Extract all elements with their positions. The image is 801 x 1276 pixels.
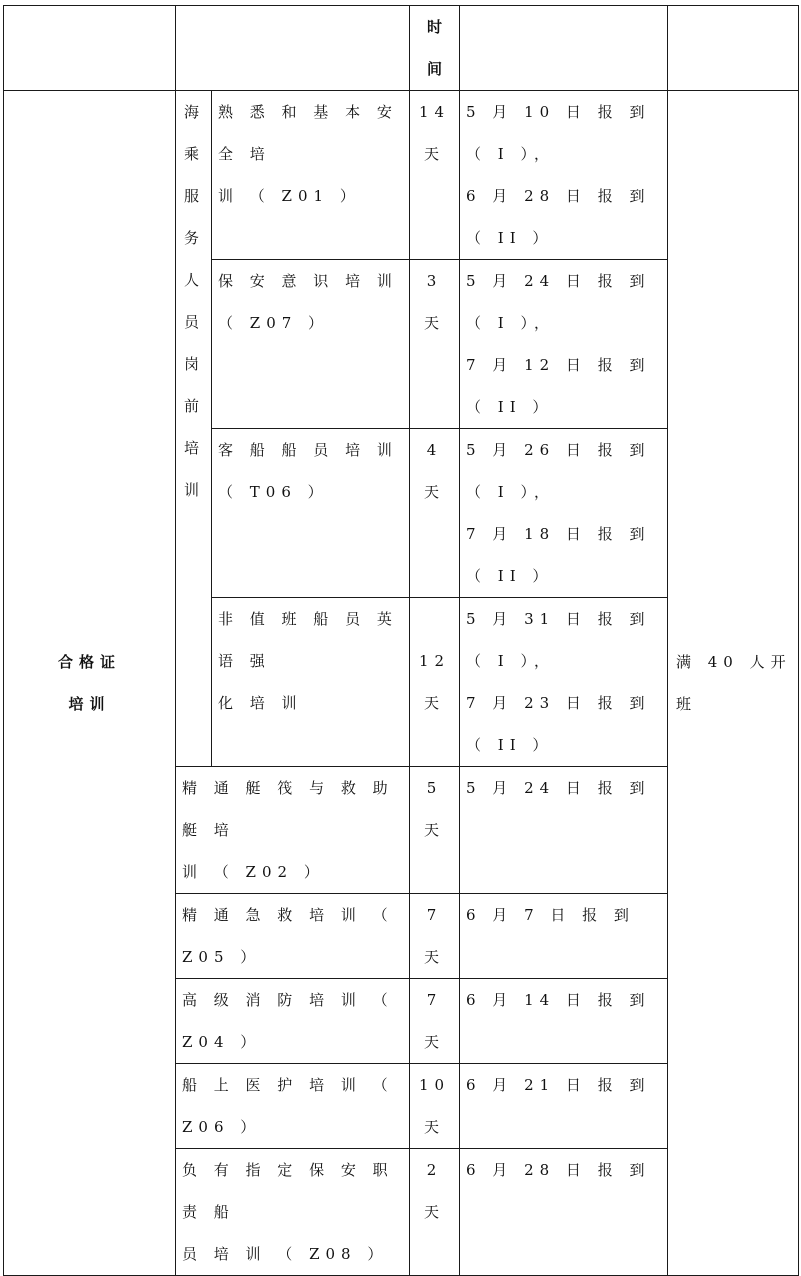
group-label-char: 乘: [183, 145, 205, 163]
course-name-cell: [212, 598, 410, 767]
group-label-char: 海: [183, 103, 205, 121]
course-days-line1: 5: [426, 779, 443, 797]
course-name-cell: [176, 894, 410, 979]
course-date-line1: 5 月 26 日 报 到（ I ），: [466, 441, 651, 501]
course-days-line2: 天: [423, 1118, 445, 1136]
header-category-cell: [4, 6, 176, 91]
course-name-line2: 员 培 训 （ Z08 ）: [182, 1245, 389, 1263]
course-date-line2: 7 月 18 日 报 到（ II ）: [466, 525, 651, 585]
course-days-line1: 7: [426, 906, 443, 924]
course-days-cell: [410, 260, 460, 429]
table-row: [4, 91, 799, 260]
course-name-cell: [212, 91, 410, 260]
group-label-char: 前: [183, 397, 205, 415]
course-days-line2: 天: [423, 948, 445, 966]
course-days-cell: [410, 429, 460, 598]
course-date-cell: [460, 767, 668, 894]
course-name-line1: 精 通 急 救 培 训 （ Z05 ）: [182, 906, 394, 966]
course-name-line1: 船 上 医 护 培 训 （ Z06 ）: [182, 1076, 394, 1136]
course-days-line2: 天: [423, 1033, 445, 1051]
header-date-cell: [460, 6, 668, 91]
course-name-line1: 非 值 班 船 员 英 语 强: [218, 610, 398, 670]
course-name-line2: 化 培 训: [218, 694, 303, 712]
course-date-line2: 7 月 23 日 报 到（ II ）: [466, 694, 651, 754]
course-name-cell: [176, 1064, 410, 1149]
course-days-line2: 天: [423, 1203, 445, 1221]
group-label-char: 岗: [183, 355, 205, 373]
header-time-cell: [410, 6, 460, 91]
course-date-cell: [460, 1064, 668, 1149]
course-name-line1: 客 船 船 员 培 训（ T06 ）: [218, 441, 398, 501]
header-time-line2: 间: [426, 60, 442, 78]
course-name-line1: 负 有 指 定 保 安 职 责 船: [182, 1161, 394, 1221]
course-date-cell: [460, 894, 668, 979]
group-label-char: 培: [183, 439, 205, 457]
course-days-line2: 天: [423, 694, 445, 712]
course-date-line1: 5 月 10 日 报 到（ I ），: [466, 103, 651, 163]
course-date-cell: [460, 429, 668, 598]
course-name-line2: 训 （ Z01 ）: [218, 187, 361, 205]
course-days-line1: 2: [426, 1161, 443, 1179]
course-days-cell: [410, 767, 460, 894]
course-days-cell: [410, 979, 460, 1064]
course-date-cell: [460, 260, 668, 429]
course-days-line2: 天: [423, 821, 445, 839]
course-name-line2: 训 （ Z02 ）: [182, 863, 325, 881]
course-name-line1: 精 通 艇 筏 与 救 助 艇 培: [182, 779, 394, 839]
note-cell: [668, 91, 799, 1276]
course-days-cell: [410, 91, 460, 260]
header-course-cell: [176, 6, 410, 91]
group-label-char: 服: [183, 187, 205, 205]
course-days-line1: 4: [426, 441, 443, 459]
category-cell: [4, 91, 176, 1276]
course-date-cell: [460, 1149, 668, 1276]
course-days-line2: 天: [423, 314, 445, 332]
course-date-line1: 5 月 31 日 报 到（ I ），: [466, 610, 651, 670]
course-days-line1: 7: [426, 991, 443, 1009]
course-name-line1: 熟 悉 和 基 本 安 全 培: [218, 103, 398, 163]
course-date-line1: 5 月 24 日 报 到（ I ），: [466, 272, 651, 332]
group-label-char: 员: [183, 313, 205, 331]
course-date: 5 月 24 日 报 到: [466, 779, 651, 797]
course-name-line1: 高 级 消 防 培 训 （ Z04 ）: [182, 991, 394, 1051]
course-date-line2: 6 月 28 日 报 到（ II ）: [466, 187, 651, 247]
course-date: 6 月 21 日 报 到: [466, 1076, 651, 1094]
course-date-cell: [460, 598, 668, 767]
course-days-line1: 3: [426, 272, 443, 290]
course-date-line2: 7 月 12 日 报 到（ II ）: [466, 356, 651, 416]
course-name-cell: [212, 429, 410, 598]
category-line2: 培训: [68, 695, 111, 713]
course-date-cell: [460, 91, 668, 260]
course-days-cell: [410, 1064, 460, 1149]
course-name-cell: [176, 979, 410, 1064]
course-date: 6 月 14 日 报 到: [466, 991, 651, 1009]
group-label-cell: [176, 91, 212, 767]
group-label-char: 务: [183, 229, 205, 247]
course-date: 6 月 28 日 报 到: [466, 1161, 651, 1179]
course-name-cell: [176, 1149, 410, 1276]
table-header-row: [4, 6, 799, 91]
course-days-cell: [410, 1149, 460, 1276]
course-days-line1: 12: [418, 652, 451, 670]
course-date-cell: [460, 979, 668, 1064]
header-time-line1: 时: [426, 18, 442, 36]
course-date: 6 月 7 日 报 到: [466, 906, 635, 924]
course-days-line2: 天: [423, 145, 445, 163]
training-schedule-table: [3, 5, 799, 1276]
course-name-cell: [212, 260, 410, 429]
course-name-line1: 保 安 意 识 培 训（ Z07 ）: [218, 272, 398, 332]
group-label-char: 人: [183, 271, 205, 289]
course-days-line1: 10: [418, 1076, 451, 1094]
header-note-cell: [668, 6, 799, 91]
course-name-cell: [176, 767, 410, 894]
course-days-line1: 14: [418, 103, 451, 121]
course-days-cell: [410, 894, 460, 979]
note-line2: 班: [676, 695, 698, 713]
course-days-cell: [410, 598, 460, 767]
category-line1: 合格证: [57, 653, 121, 671]
group-label-char: 训: [183, 481, 205, 499]
note-line1: 满 40 人开: [676, 653, 792, 671]
course-days-line2: 天: [423, 483, 445, 501]
